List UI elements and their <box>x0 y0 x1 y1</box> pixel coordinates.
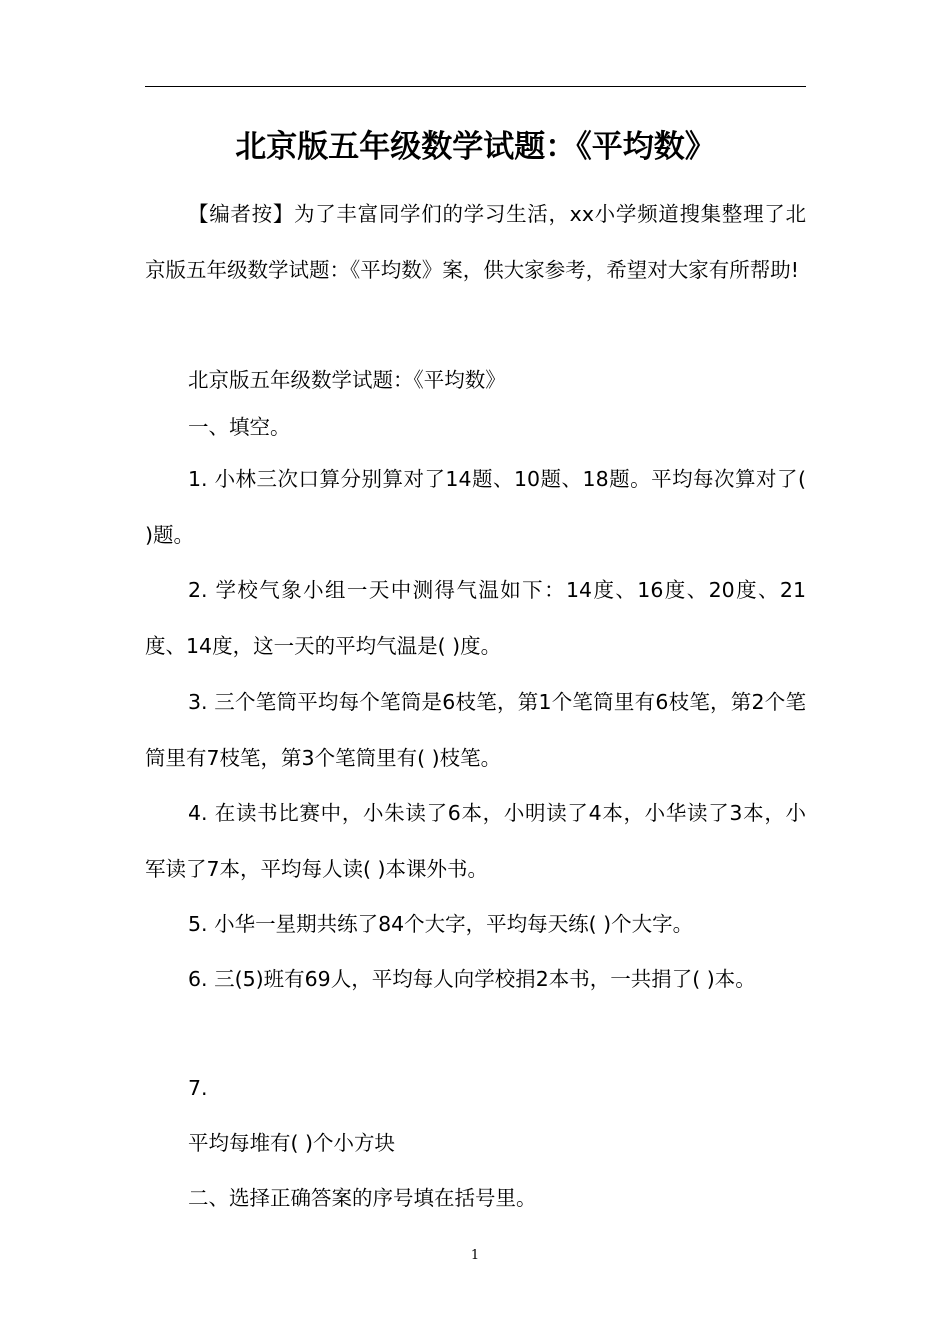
question-7-text: 平均每堆有( )个小方块 <box>188 1131 396 1155</box>
question-4: 4. 在读书比赛中，小朱读了6本，小明读了4本，小华读了3本，小军读了7本，平均每人读( )本课外书。 <box>145 801 806 881</box>
question-3: 3. 三个笔筒平均每个笔筒是6枝笔，第1个笔筒里有6枝笔，第2个笔筒里有7枝笔，第3个笔筒里有( )枝笔。 <box>145 690 806 770</box>
question-6: 6. 三(5)班有69人，平均每人向学校捐2本书，一共捐了( )本。 <box>188 967 756 991</box>
document-title: 北京版五年级数学试题：《平均数》 <box>235 129 716 165</box>
subtitle-paragraph: 北京版五年级数学试题：《平均数》 <box>188 368 506 392</box>
question-5: 5. 小华一星期共练了84个大字，平均每天练( )个大字。 <box>188 912 694 936</box>
editor-note-paragraph: 【编者按】为了丰富同学们的学习生活，xx小学频道搜集整理了北京版五年级数学试题：《平均数》案，供大家参考，希望对大家有所帮助! <box>145 202 806 282</box>
section-heading-choice: 二、选择正确答案的序号填在括号里。 <box>188 1186 537 1210</box>
question-2: 2. 学校气象小组一天中测得气温如下：14度、16度、20度、21度、14度，这一天的平均气温是( )度。 <box>145 578 806 658</box>
page-number: 1 <box>470 1248 480 1263</box>
section-heading-fill-in: 一、填空。 <box>188 415 291 439</box>
question-7: 7. <box>188 1076 208 1100</box>
question-1: 1. 小林三次口算分别算对了14题、10题、18题。平均每次算对了( )题。 <box>145 467 806 547</box>
header-rule <box>145 86 806 87</box>
